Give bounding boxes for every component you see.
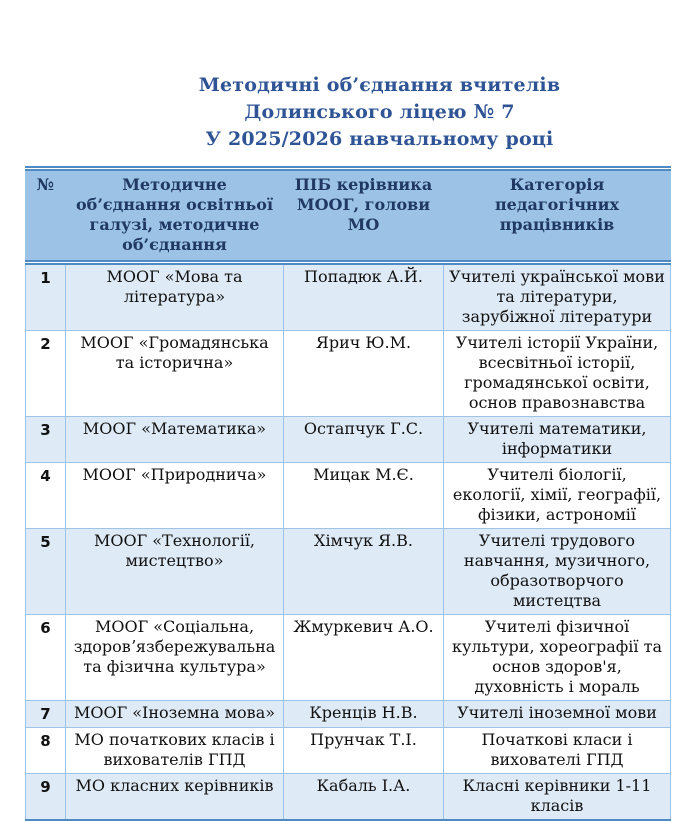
cell-association: МООГ «Природнича» (66, 463, 284, 529)
cell-number: 1 (26, 263, 66, 331)
cell-category: Класні керівники 1-11 класів (444, 774, 671, 821)
header-cell-category: Категорія педагогічних працівників (444, 169, 671, 263)
cell-category: Учителі фізичної культури, хореографії та основ здоров'я, духовність і мораль (444, 615, 671, 701)
cell-number: 2 (26, 331, 66, 417)
cell-category: Початкові класи і вихователі ГПД (444, 728, 671, 774)
cell-category: Учителі біології, екології, хімії, географії, фізики, астрономії (444, 463, 671, 529)
table-row (26, 331, 671, 417)
cell-association: МООГ «Математика» (66, 417, 284, 463)
cell-category: Учителі історії України, всесвітньої історії, громадянської освіти, основ правознавства (444, 331, 671, 417)
cell-category: Учителі математики, інформатики (444, 417, 671, 463)
header-cell-num: № (26, 169, 66, 263)
header-cell-association: Методичне об’єднання освітньої галузі, методичне об’єднання (66, 169, 284, 263)
cell-head-name: Хімчук Я.В. (284, 529, 444, 615)
cell-head-name: Остапчук Г.С. (284, 417, 444, 463)
cell-number: 6 (26, 615, 66, 701)
cell-head-name: Кренців Н.В. (284, 701, 444, 728)
cell-number: 5 (26, 529, 66, 615)
cell-association: МООГ «Технології, мистецтво» (66, 529, 284, 615)
page-title (62, 72, 697, 153)
cell-category: Учителі української мови та літератури, зарубіжної літератури (444, 263, 671, 331)
table-row (26, 417, 671, 463)
cell-association: МООГ «Громадянська та історична» (66, 331, 284, 417)
table-header-row (26, 169, 671, 263)
cell-association: МООГ «Мова та література» (66, 263, 284, 331)
cell-head-name: Жмуркевич А.О. (284, 615, 444, 701)
cell-number: 8 (26, 728, 66, 774)
cell-number: 7 (26, 701, 66, 728)
cell-association: МО початкових класів і вихователів ГПД (66, 728, 284, 774)
table-body (26, 263, 671, 821)
cell-category: Учителі іноземної мови (444, 701, 671, 728)
cell-head-name: Ярич Ю.М. (284, 331, 444, 417)
table-row (26, 728, 671, 774)
cell-association: МООГ «Соціальна, здоровʼязбережувальна та фізична культура» (66, 615, 284, 701)
cell-association: МО класних керівників (66, 774, 284, 821)
cell-head-name: Мицак М.Є. (284, 463, 444, 529)
title-line-2: Долинського ліцею № 7 (244, 101, 515, 123)
cell-association: МООГ «Іноземна мова» (66, 701, 284, 728)
cell-category: Учителі трудового навчання, музичного, образотворчого мистецтва (444, 529, 671, 615)
cell-head-name: Прунчак Т.І. (284, 728, 444, 774)
table-row (26, 701, 671, 728)
table-row (26, 529, 671, 615)
table-row (26, 615, 671, 701)
header-cell-head: ПІБ керівника МООГ, голови МО (284, 169, 444, 263)
cell-number: 3 (26, 417, 66, 463)
table-row (26, 774, 671, 821)
methodical-associations-table (25, 166, 671, 821)
cell-number: 4 (26, 463, 66, 529)
cell-head-name: Попадюк А.Й. (284, 263, 444, 331)
table-row (26, 463, 671, 529)
title-line-1: Методичні об’єднання вчителів (198, 74, 561, 96)
table-row (26, 263, 671, 331)
cell-number: 9 (26, 774, 66, 821)
cell-head-name: Кабаль І.А. (284, 774, 444, 821)
title-line-3: У 2025/2026 навчальному році (205, 128, 554, 150)
